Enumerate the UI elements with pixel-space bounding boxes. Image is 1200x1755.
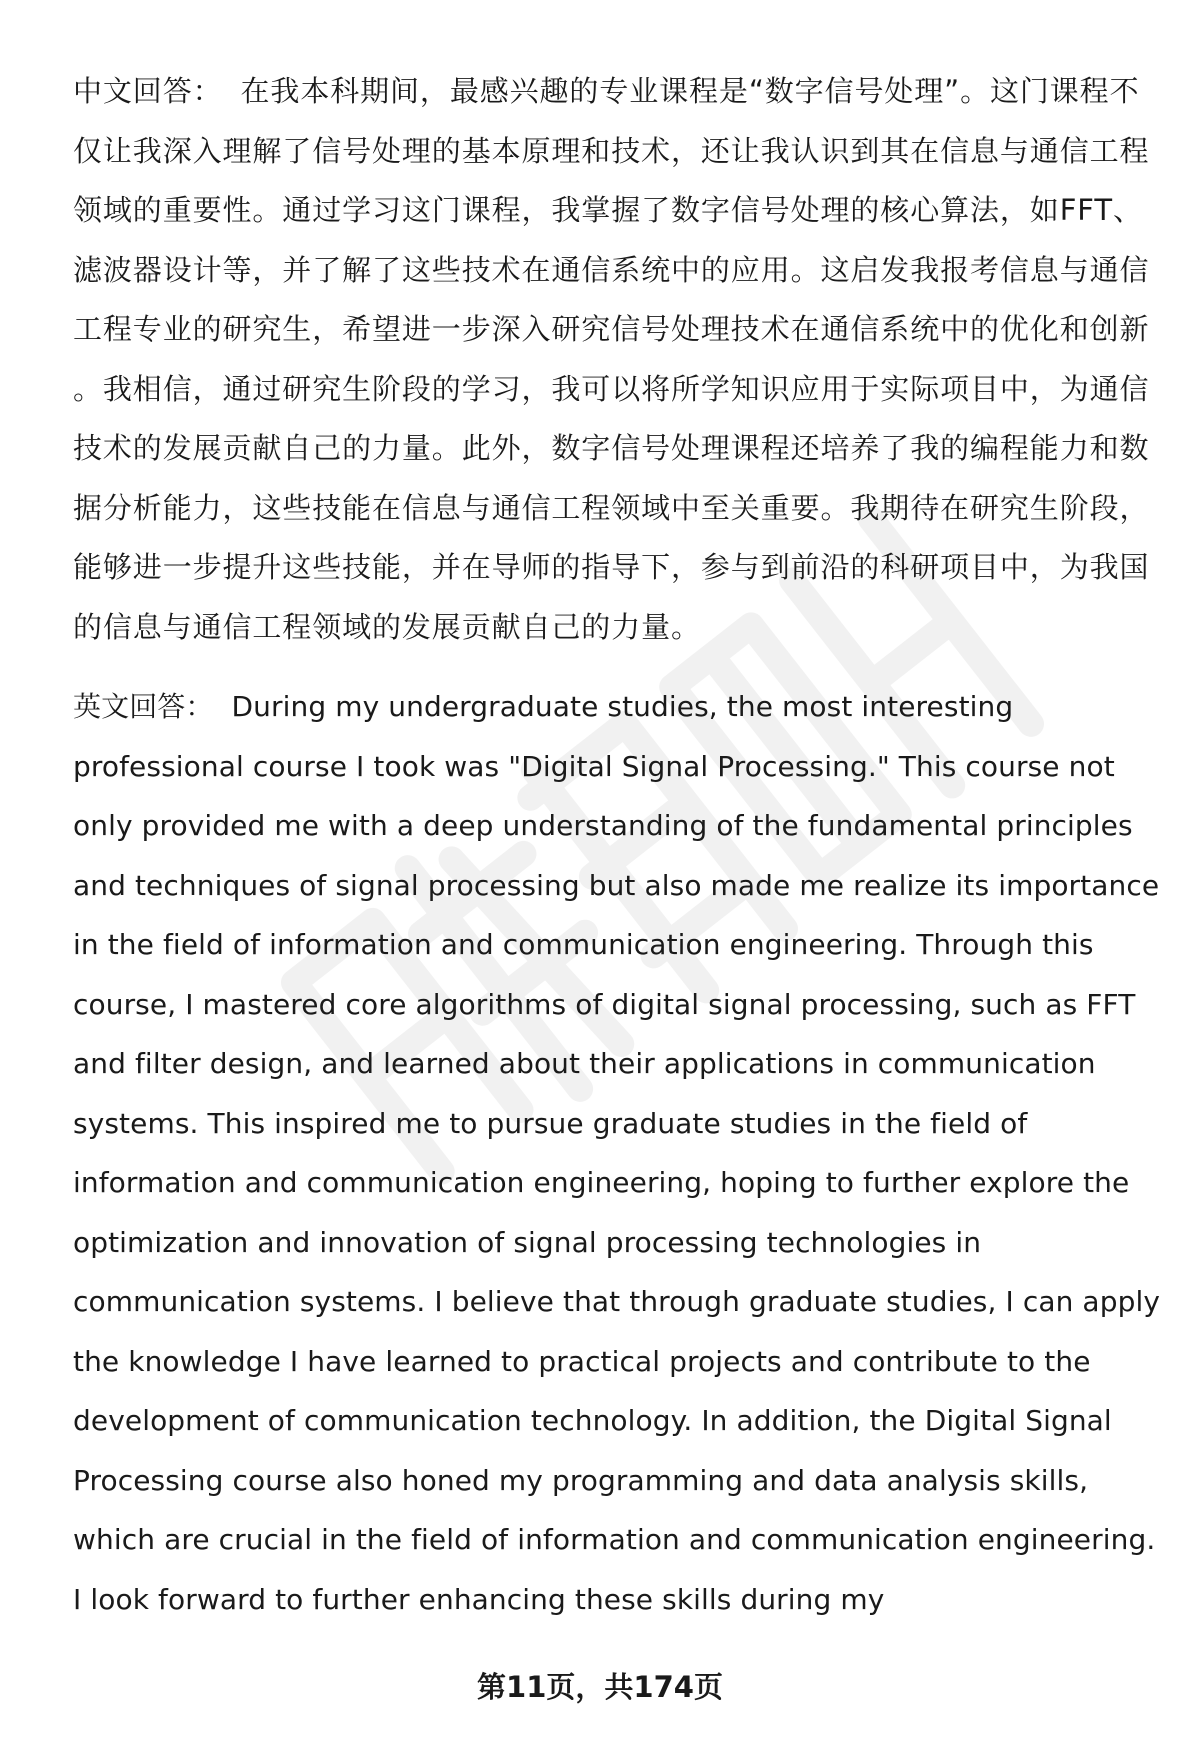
chinese-answer-text: 在我本科期间，最感兴趣的专业课程是“数字信号处理”。这门课程不仅让我深入理解了信号处理的基本原理和技术，还让我认识到其在信息与通信工程领域的重要性。通过学习这门课程，我掌握了数字信号处理的核心算法，如FFT、滤波器设计等，并了解了这些技术在通信系统中的应用。这启发我报考信息与通信工程专业的研究生，希望进一步深入研究信号处理技术在通信系统中的优化和创新。我相信，通过研究生阶段的学习，我可以将所学知识应用于实际项目中，为通信技术的发展贡献自己的力量。此外，数字信号处理课程还培养了我的编程能力和数据分析能力，这些技能在信息与通信工程领域中至关重要。我期待在研究生阶段，能够进一步提升这些技能，并在导师的指导下，参与到前沿的科研项目中，为我国的信息与通信工程领域的发展贡献自己的力量。 <box>73 74 1150 644</box>
page-number-footer: 第11页，共174页 <box>477 1670 723 1704</box>
chinese-answer-label: 中文回答： <box>73 74 223 108</box>
english-answer-paragraph <box>73 677 1163 1629</box>
english-answer-label: 英文回答： <box>73 690 214 723</box>
english-answer-text: During my undergraduate studies, the most interesting professional course I took was "Digital Signal Processing." This course not only provided me with a deep understanding of the fundamental principles and techniques of signal processing but also made me realize its importance in the field of information and communication engineering. Through this course, I mastered core algorithms of digital signal processing, such as FFT and filter design, and learned about their applications in communication systems. This inspired me to pursue graduate studies in the field of information and communication engineering, hoping to further explore the optimization and innovation of signal processing technologies in communication systems. I believe that through graduate studies, I can apply the knowledge I have learned to practical projects and contribute to the development of communication technology. In addition, the Digital Signal Processing course also honed my programming and data analysis skills, which are crucial in the field of information and communication engineering. I look forward to further enhancing these skills during my <box>73 690 1160 1616</box>
chinese-answer-paragraph <box>73 62 1163 657</box>
page-content <box>73 62 1163 1629</box>
